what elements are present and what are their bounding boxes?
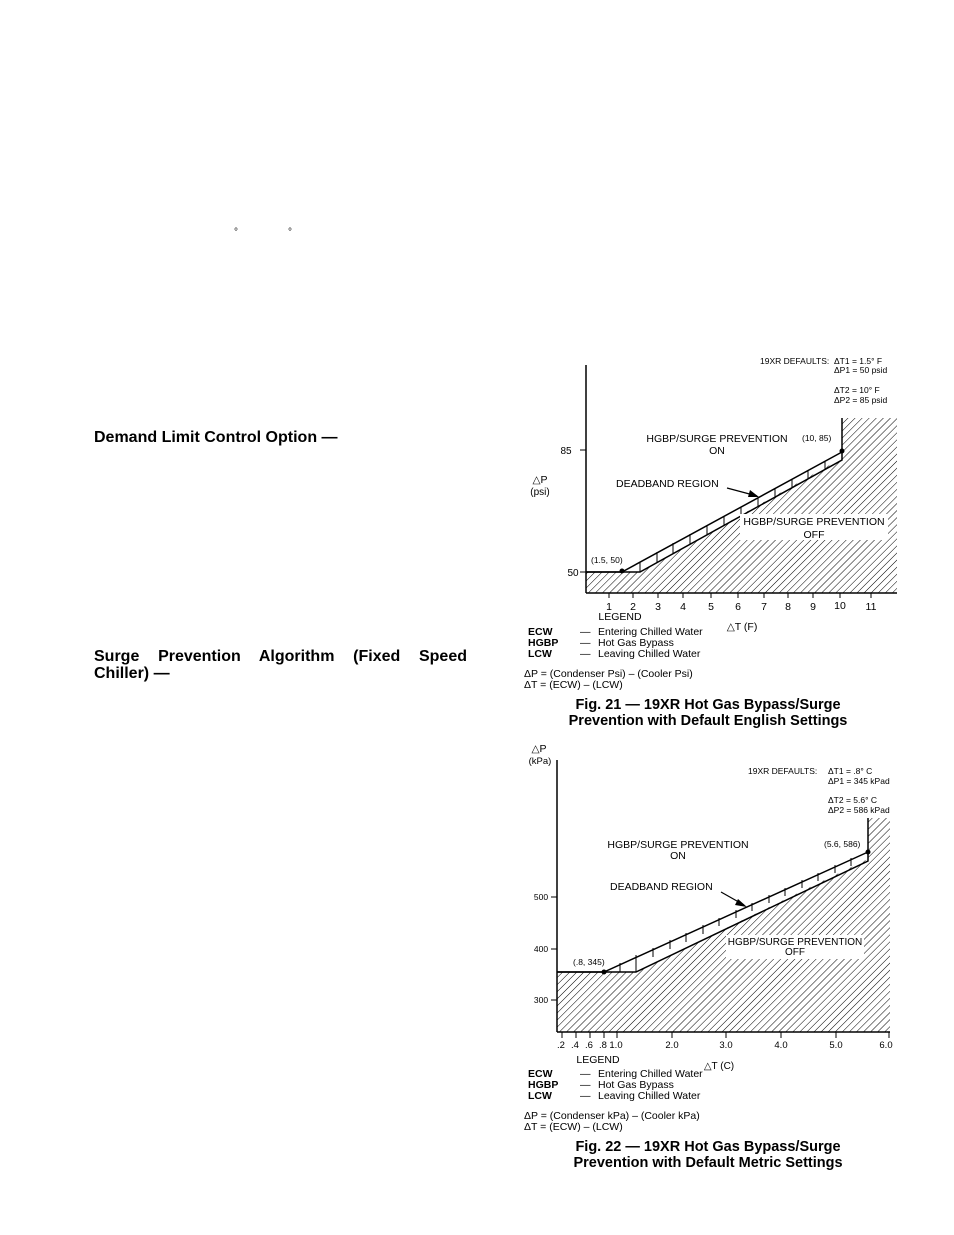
fig21-region-off-line1: HGBP/SURGE PREVENTION xyxy=(743,516,885,528)
fig22-region-on-line2: ON xyxy=(670,850,686,862)
fig22-xtick-label: .2 xyxy=(557,1040,565,1051)
fig21-ylabel-2: (psi) xyxy=(530,487,550,498)
fig21-xtick-label: 2 xyxy=(630,601,636,613)
fig21-xtick-label: 8 xyxy=(785,601,791,613)
fig22-ylabel-1: △P xyxy=(531,743,547,755)
fig22-xtick-label: 5.0 xyxy=(829,1040,843,1051)
fig22-formula xyxy=(524,1111,700,1133)
fig21-xtick-label: 10 xyxy=(834,600,846,612)
fig22-ytick-label-500: 500 xyxy=(533,892,549,902)
fig21-default-dt2: ΔT2 = 10° F xyxy=(834,385,880,395)
fig22-xtick-label: 2.0 xyxy=(665,1040,679,1051)
fig21-caption-line2: Prevention with Default English Settings xyxy=(568,713,848,729)
fig21-deadband-label: DEADBAND REGION xyxy=(616,478,719,490)
legend-row: ECW — Entering Chilled Water xyxy=(528,1068,703,1080)
surge-heading-line2: Chiller) — xyxy=(94,665,170,682)
fig21-xlabel: △T (F) xyxy=(726,621,758,633)
fig22-caption-line2: Prevention with Default Metric Settings xyxy=(573,1155,843,1171)
legend-row: LCW — Leaving Chilled Water xyxy=(528,648,701,660)
fig22-x-ticks xyxy=(562,1032,889,1038)
fig21-xtick-label: 9 xyxy=(810,601,816,613)
degree-symbol: ° xyxy=(288,227,292,238)
fig21-xtick-label: 6 xyxy=(735,601,741,613)
fig21-region-on-line1: HGBP/SURGE PREVENTION xyxy=(646,433,788,445)
fig21-region-off-line2: OFF xyxy=(803,529,825,541)
fig22-legend xyxy=(528,1069,703,1102)
fig22-xtick-label: 1.0 xyxy=(609,1040,623,1051)
legend-row: ECW — Entering Chilled Water xyxy=(528,626,703,638)
fig21-caption-line1: Fig. 21 — 19XR Hot Gas Bypass/Surge xyxy=(575,697,841,713)
fig21-xtick-label: 3 xyxy=(655,601,661,613)
fig22-xtick-label: 6.0 xyxy=(879,1040,893,1051)
fig21-xtick-label: 1 xyxy=(606,601,612,613)
fig22-ytick-label-300: 300 xyxy=(533,995,549,1005)
fig21-ytick-label-50: 50 xyxy=(567,568,579,579)
fig22-legend-title: LEGEND xyxy=(576,1054,620,1066)
fig22-xtick-label: .4 xyxy=(571,1040,579,1051)
surge-heading-line1: Surge Prevention Algorithm (Fixed Speed xyxy=(94,648,467,665)
fig21-defaults-label: 19XR DEFAULTS: xyxy=(760,356,830,366)
fig21-ylabel-1: △P xyxy=(532,474,548,486)
demand-limit-heading: Demand Limit Control Option — xyxy=(94,429,338,446)
fig22-caption-line1: Fig. 22 — 19XR Hot Gas Bypass/Surge xyxy=(575,1139,841,1155)
fig22-formula-dt: ΔT = (ECW) – (LCW) xyxy=(524,1121,623,1133)
fig21-default-dp2: ΔP2 = 85 psid xyxy=(834,395,888,405)
fig22-ylabel-2: (kPa) xyxy=(528,756,552,767)
fig22-arrowhead xyxy=(735,899,747,907)
fig22-xtick-label: 3.0 xyxy=(719,1040,733,1051)
legend-row: HGBP — Hot Gas Bypass xyxy=(528,637,674,649)
fig21-point2-label: (10, 85) xyxy=(802,433,832,443)
fig22-region-off-line1: HGBP/SURGE PREVENTION xyxy=(727,937,863,948)
fig21-point1-label: (1.5, 50) xyxy=(591,555,623,565)
legend-row: HGBP — Hot Gas Bypass xyxy=(528,1079,674,1091)
fig22-default-dt1: ΔT1 = .8° C xyxy=(828,766,873,776)
fig22-defaults-label: 19XR DEFAULTS: xyxy=(748,766,818,776)
fig21-xtick-label: 4 xyxy=(680,601,686,613)
fig21-xtick-label: 7 xyxy=(761,601,767,613)
fig22-ytick-label-400: 400 xyxy=(533,944,549,954)
fig22-caption xyxy=(520,1139,896,1171)
fig22-xlabel: △T (C) xyxy=(703,1061,735,1072)
fig21-ytick-label-85: 85 xyxy=(560,446,572,457)
fig21-xtick-label: 5 xyxy=(708,601,714,613)
fig21-xtick-label: 11 xyxy=(865,601,877,613)
fig22-default-dp2: ΔP2 = 586 kPad xyxy=(828,805,890,815)
fig22-x-tick-labels xyxy=(557,1040,893,1051)
fig22-point1-label: (.8, 345) xyxy=(573,957,605,967)
fig21-legend-title: LEGEND xyxy=(598,611,642,623)
fig22-point2-label: (5.6, 586) xyxy=(824,839,861,849)
fig22-default-dt2: ΔT2 = 5.6° C xyxy=(828,795,877,805)
fig22-point2-marker xyxy=(866,850,871,855)
fig21-formula-dt: ΔT = (ECW) – (LCW) xyxy=(524,679,623,691)
fig21-formula-dp: ΔP = (Condenser Psi) – (Cooler Psi) xyxy=(524,668,693,680)
fig22-deadband-label: DEADBAND REGION xyxy=(610,881,713,893)
fig22-xtick-label: .6 xyxy=(585,1040,593,1051)
fig21-default-dp1: ΔP1 = 50 psid xyxy=(834,365,888,375)
degree-symbol: ° xyxy=(234,227,238,238)
fig22-formula-dp: ΔP = (Condenser kPa) – (Cooler kPa) xyxy=(524,1110,700,1122)
legend-row: LCW — Leaving Chilled Water xyxy=(528,1090,701,1102)
fig22-xtick-label: .8 xyxy=(599,1040,607,1051)
fig22-xtick-label: 4.0 xyxy=(774,1040,788,1051)
fig22-region-on-line1: HGBP/SURGE PREVENTION xyxy=(607,839,749,851)
fig22-region-off-line2: OFF xyxy=(785,947,805,958)
fig21-region-on-line2: ON xyxy=(709,445,725,457)
fig22-point1-marker xyxy=(602,970,607,975)
fig22-default-dp1: ΔP1 = 345 kPad xyxy=(828,776,890,786)
fig21-default-dt1: ΔT1 = 1.5° F xyxy=(834,356,883,366)
